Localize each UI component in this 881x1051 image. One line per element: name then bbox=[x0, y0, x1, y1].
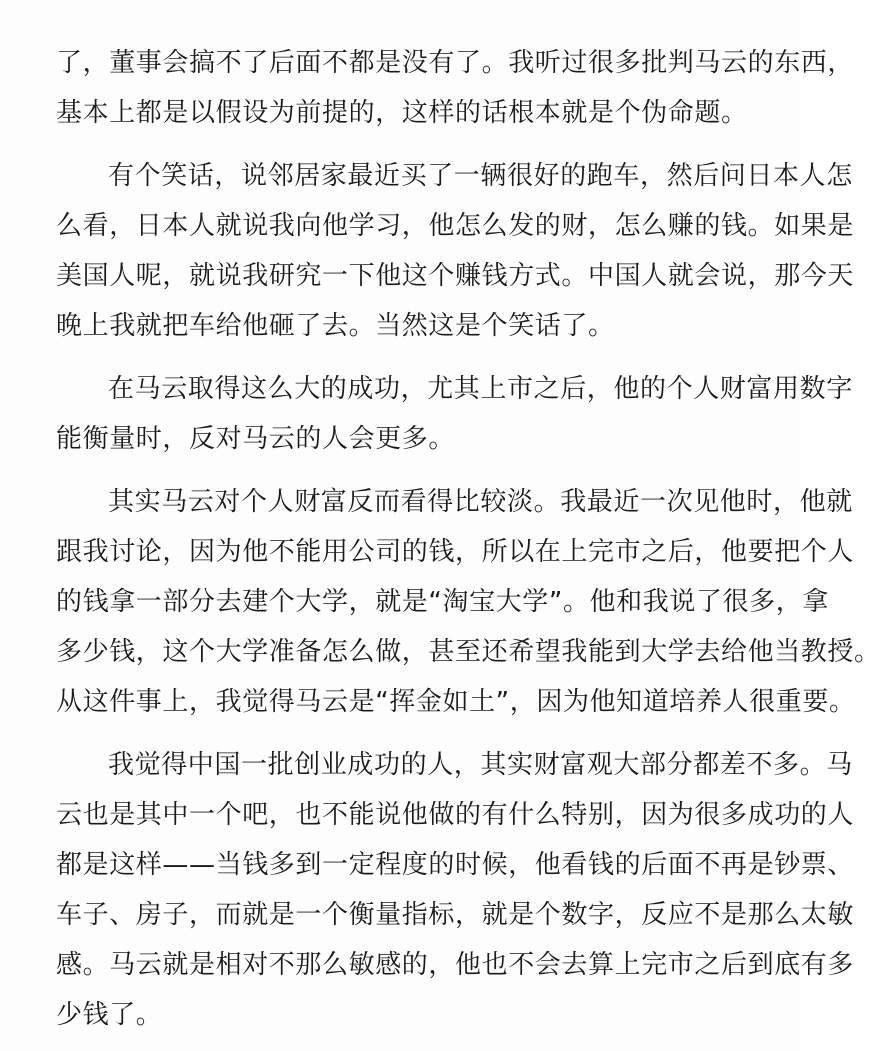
text-line: 跟我讨论，因为他不能用公司的钱，所以在上完市之后，他要把个人 bbox=[56, 537, 855, 567]
text-line: 其实马云对个人财富反而看得比较淡。我最近一次见他时，他就 bbox=[108, 487, 853, 517]
paragraph-gap bbox=[56, 138, 772, 151]
text-line: 在马云取得这么大的成功，尤其上市之后，他的个人财富用数字 bbox=[108, 374, 853, 404]
text-line: 车子、房子，而就是一个衡量指标，就是个数字，反应不是那么太敏 bbox=[56, 900, 855, 930]
text-line: 少钱了。 bbox=[56, 1000, 163, 1030]
text-line: 了，董事会搞不了后面不都是没有了。我听过很多批判马云的东西， bbox=[56, 48, 855, 78]
text-line: 晚上我就把车给他砸了去。当然这是个笑话了。 bbox=[56, 311, 615, 341]
body-text bbox=[56, 38, 881, 1040]
text-line: 的钱拿一部分去建个大学，就是“淘宝大学”。他和我说了很多，拿 bbox=[56, 587, 829, 617]
text-line: 多少钱，这个大学准备怎么做，甚至还希望我能到大学去给他当教授。 bbox=[56, 637, 881, 667]
text-line: 感。马云就是相对不那么敏感的，他也不会去算上完市之后到底有多 bbox=[56, 950, 855, 980]
text-line: 能衡量时，反对马云的人会更多。 bbox=[56, 424, 456, 454]
text-line: 从这件事上，我觉得马云是“挥金如土”，因为他知道培养人很重要。 bbox=[56, 687, 856, 717]
text-line: 基本上都是以假设为前提的，这样的话根本就是个伪命题。 bbox=[56, 98, 748, 128]
paragraph-gap bbox=[56, 351, 772, 364]
text-line: 云也是其中一个吧，也不能说他做的有什么特别，因为很多成功的人 bbox=[56, 800, 855, 830]
text-line: 有个笑话，说邻居家最近买了一辆很好的跑车，然后问日本人怎 bbox=[108, 161, 853, 191]
text-line: 美国人呢，就说我研究一下他这个赚钱方式。中国人就会说，那今天 bbox=[56, 261, 855, 291]
paragraph-gap bbox=[56, 727, 772, 740]
text-line: 都是这样——当钱多到一定程度的时候，他看钱的后面不再是钞票、 bbox=[56, 850, 855, 880]
paragraph-gap bbox=[56, 464, 772, 477]
text-line: 我觉得中国一批创业成功的人，其实财富观大部分都差不多。马 bbox=[108, 750, 853, 780]
text-line: 么看，日本人就说我向他学习，他怎么发的财，怎么赚的钱。如果是 bbox=[56, 211, 855, 241]
